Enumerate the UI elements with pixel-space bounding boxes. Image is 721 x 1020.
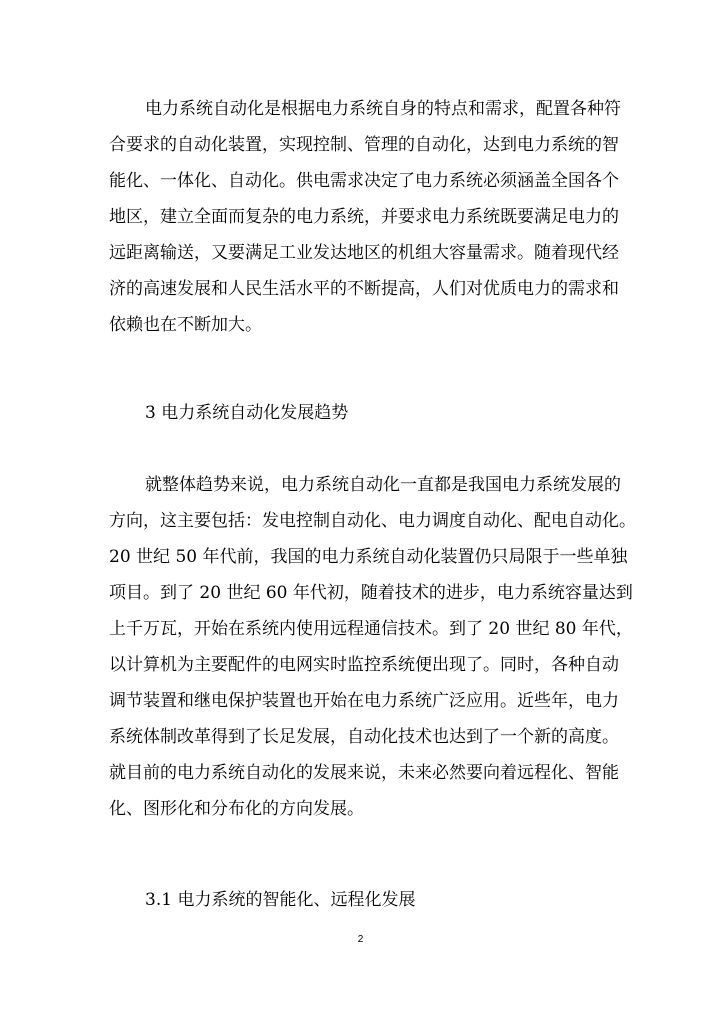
text-line: 就整体趋势来说，电力系统自动化一直都是我国电力系统发展的 <box>145 475 621 495</box>
text-line: 化、图形化和分布化的方向发展。 <box>109 799 364 819</box>
text-line: 能化、一体化、自动化。供电需求决定了电力系统必须涵盖全国各个 <box>109 171 619 191</box>
text-line: 以计算机为主要配件的电网实时监控系统便出现了。同时，各种自动 <box>109 655 619 675</box>
text-line: 系统体制改革得到了长足发展，自动化技术也达到了一个新的高度。 <box>109 727 619 747</box>
text-line: 项目。到了 20 世纪 60 年代初，随着技术的进步，电力系统容量达到 <box>109 583 633 603</box>
section-heading: 3 电力系统自动化发展趋势 <box>145 403 349 423</box>
text-line: 济的高速发展和人民生活水平的不断提高，人们对优质电力的需求和 <box>109 279 619 299</box>
text-line: 上千万瓦，开始在系统内使用远程通信技术。到了 20 世纪 80 年代， <box>109 619 633 639</box>
text-line: 电力系统自动化是根据电力系统自身的特点和需求，配置各种符 <box>145 99 621 119</box>
text-line: 就目前的电力系统自动化的发展来说，未来必然要向着远程化、智能 <box>109 763 619 783</box>
text-line: 20 世纪 50 年代前，我国的电力系统自动化装置仍只局限于一些单独 <box>109 547 628 567</box>
text-line: 远距离输送，又要满足工业发达地区的机组大容量需求。随着现代经 <box>109 243 619 263</box>
text-line: 调节装置和继电保护装置也开始在电力系统广泛应用。近些年，电力 <box>109 691 619 711</box>
text-line: 方向，这主要包括：发电控制自动化、电力调度自动化、配电自动化。 <box>109 511 636 531</box>
text-line: 地区，建立全面而复杂的电力系统，并要求电力系统既要满足电力的 <box>109 207 619 227</box>
subsection-heading: 3.1 电力系统的智能化、远程化发展 <box>145 890 416 910</box>
text-line: 合要求的自动化装置，实现控制、管理的自动化，达到电力系统的智 <box>109 135 619 155</box>
page-number: 2 <box>357 934 364 945</box>
text-line: 依赖也在不断加大。 <box>109 315 262 335</box>
